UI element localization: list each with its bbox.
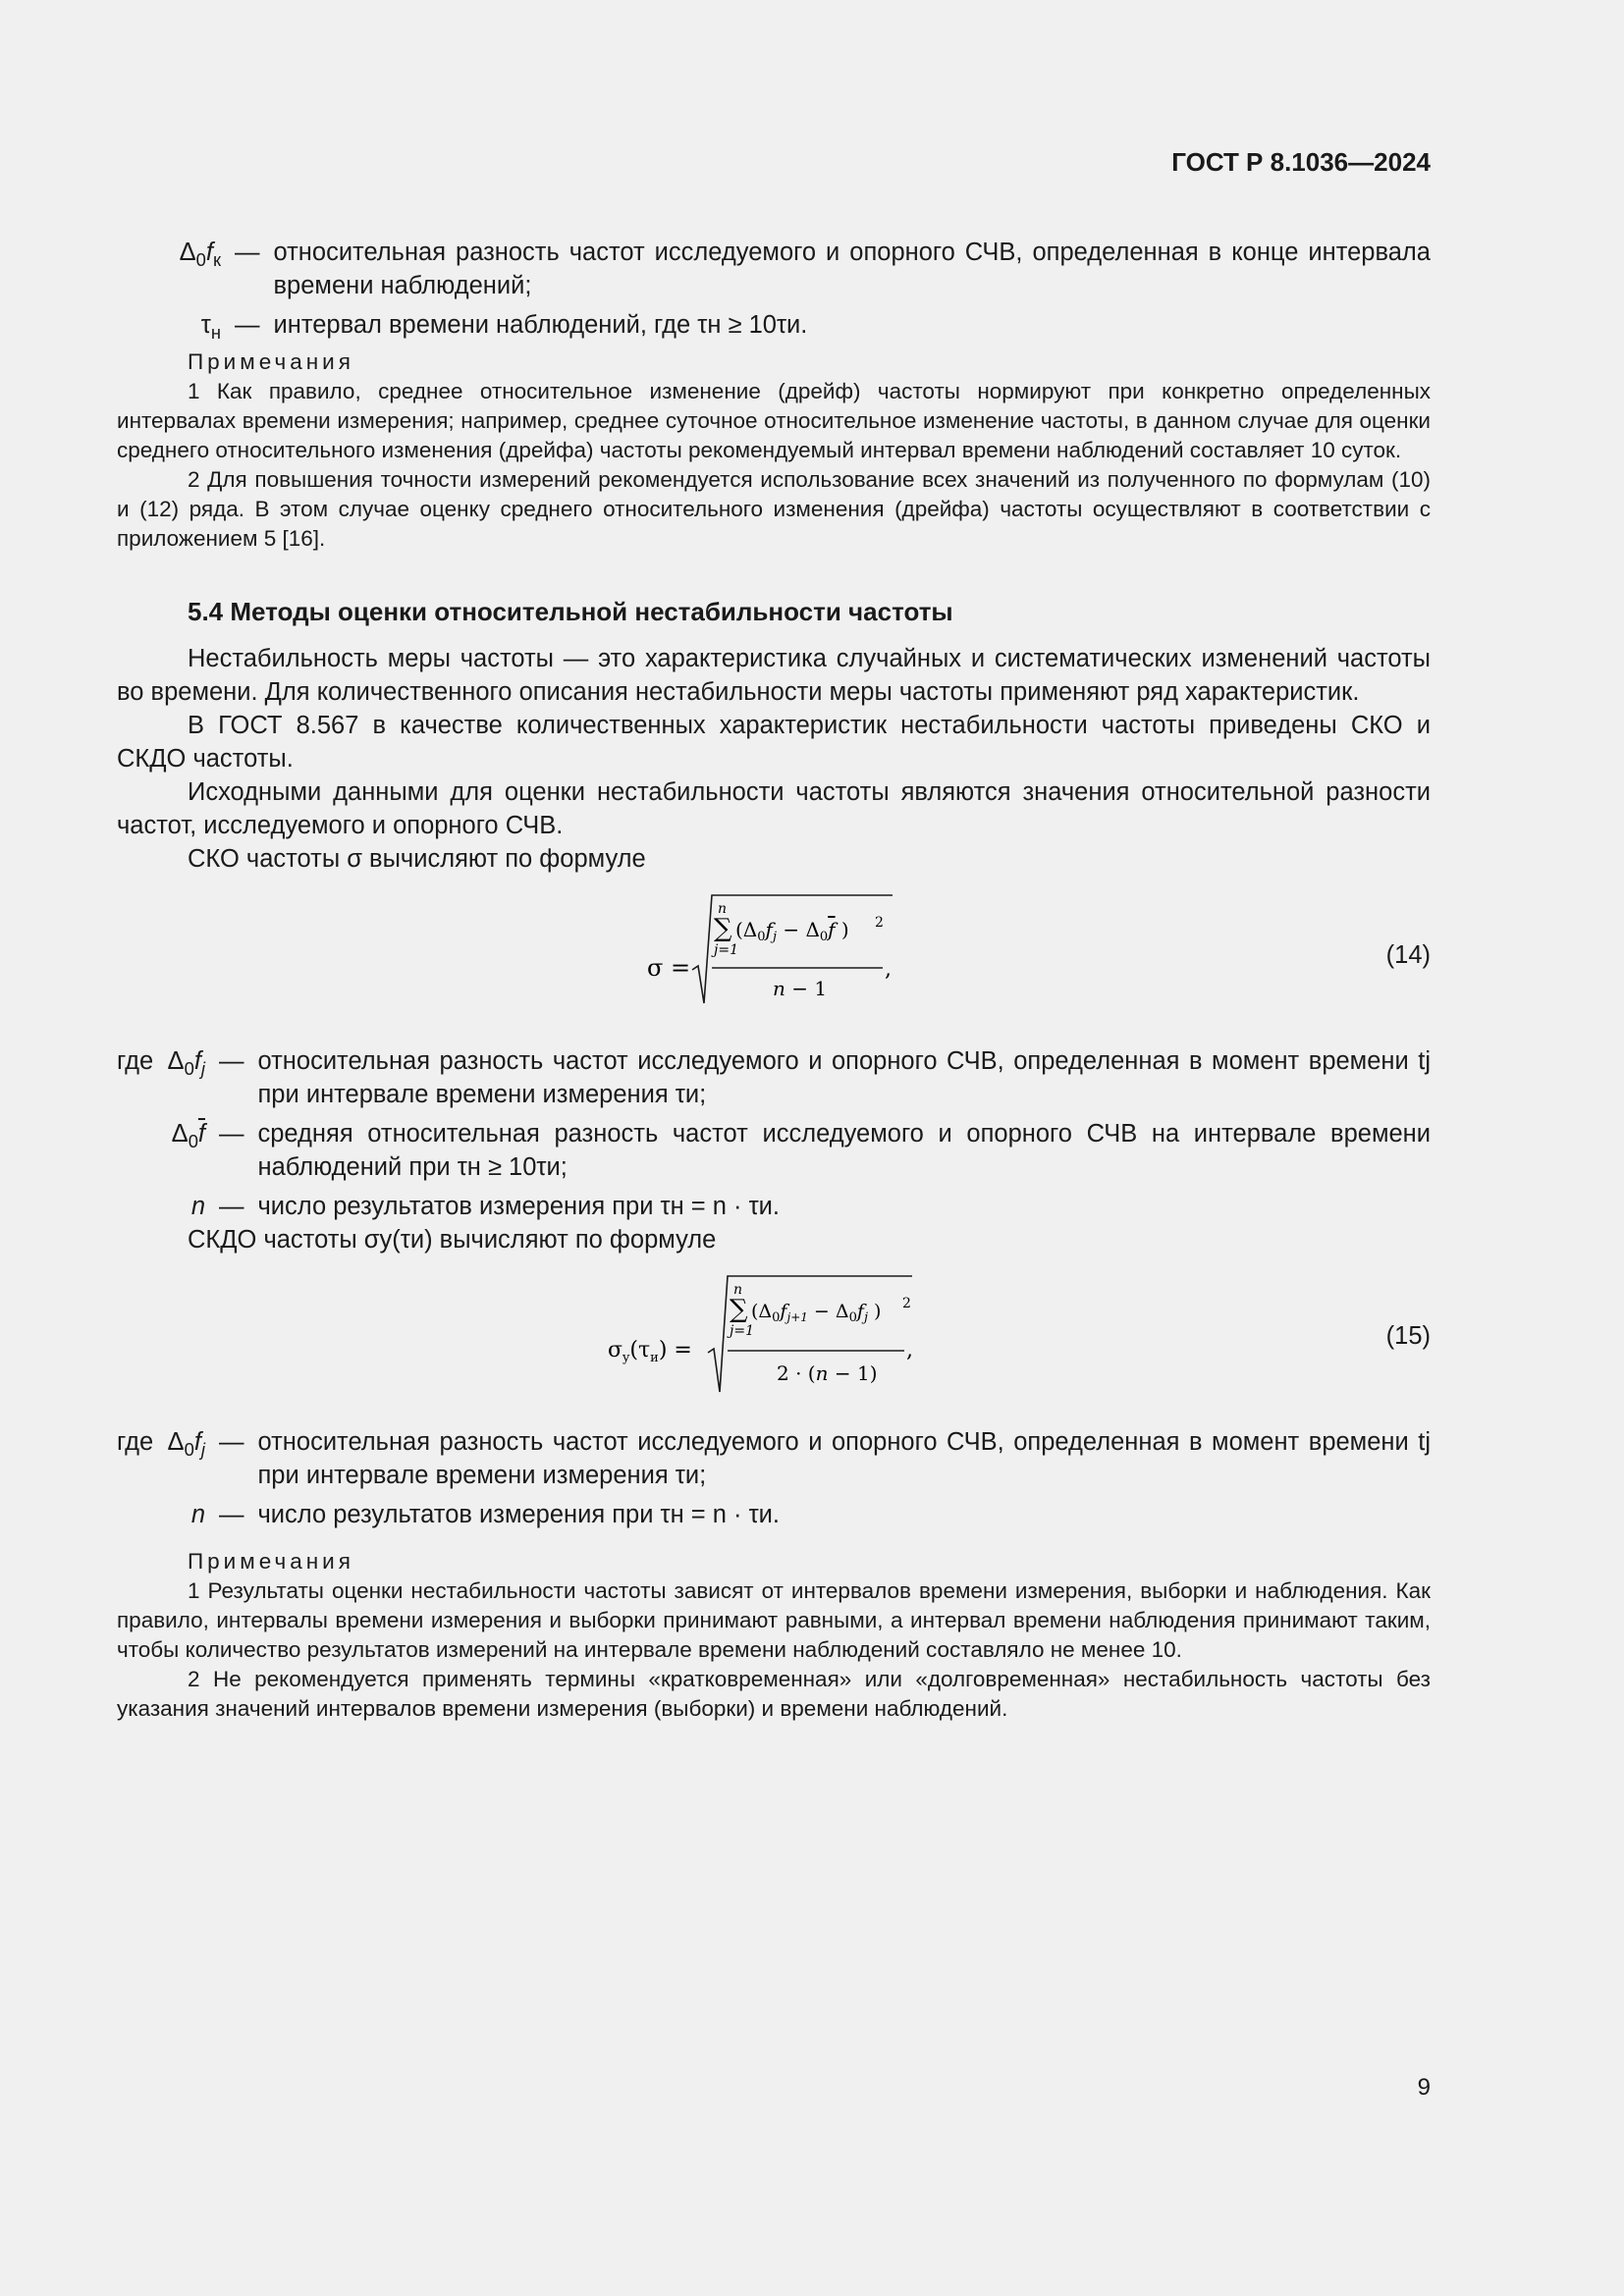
def-row	[176, 308, 1431, 342]
def-text: интервал времени наблюдений, где τн ≥ 10τи.	[273, 311, 808, 339]
def-where: где	[117, 1428, 154, 1456]
def-dash: —	[219, 1047, 244, 1075]
def-where: где	[117, 1047, 154, 1075]
paragraph: СКДО частоты σy(τи) вычисляют по формуле	[188, 1226, 717, 1254]
paragraph: СКО частоты σ вычисляют по формуле	[188, 845, 646, 873]
svg-text:,: ,	[906, 1338, 913, 1362]
svg-text:n: n	[733, 1282, 743, 1298]
def-term: $\Delta_0f_j$	[167, 1047, 205, 1079]
def-term: $\Delta_0f_j$	[167, 1428, 205, 1460]
svg-text:∑: ∑	[730, 1295, 748, 1324]
def-term: n	[190, 1501, 205, 1528]
def-text: число результатов измерения при τн = n · τи.	[257, 1193, 781, 1220]
svg-text:2 · (n − 1): 2 · (n − 1)	[777, 1362, 878, 1385]
def-term: $\Delta_0\overline{f}$	[171, 1120, 205, 1151]
def-term: n	[190, 1193, 205, 1220]
svg-text:(Δ0fj+1 − Δ0fj ): ($\Delta_0f_{j+1} - \Delta_0f_j$ )	[751, 1301, 882, 1325]
def-dash: —	[219, 1501, 244, 1528]
note-item: 1 Результаты оценки нестабильности частоты зависят от интервалов времени измерения, выборки и наблюдения. Как правило, интервалы времени измерения и выборки принимают равными, а интервал времени наблюдения принимают таким, чтобы количество результатов измерений на интервале времени наблюдений составляло не менее 10.	[117, 1578, 1431, 1662]
notes-title: Примечания	[188, 349, 354, 374]
section-title: 5.4 Методы оценки относительной нестабильности частоты	[188, 597, 953, 626]
note-item: 2 Для повышения точности измерений рекомендуется использование всех значений из полученного по формулам (10) и (12) ряда. В этом случае оценку среднего относительного изменения (дрейфа) частоты осуществляют в соответствии с приложением 5 [16].	[117, 467, 1431, 551]
svg-text:(Δ0fj − Δ0f ): ($\Delta_0f_j - \Delta_0f$ )	[735, 918, 849, 944]
formula-number: (15)	[1385, 1322, 1431, 1350]
defs-bot	[117, 1425, 1431, 1531]
svg-text:σ =: σ =	[647, 954, 691, 982]
formula-14	[117, 893, 1431, 1031]
notes-title: Примечания	[188, 1549, 354, 1574]
svg-text:n − 1: n − 1	[773, 977, 828, 1000]
def-dash: —	[235, 239, 260, 266]
def-text: относительная разность частот исследуемого и опорного СЧВ, определенная в момент времени tj при интервале времени измерения τи;	[257, 1047, 1431, 1108]
paragraph: Исходными данными для оценки нестабильности частоты являются значения относительной разности частот, исследуемого и опорного СЧВ.	[117, 778, 1431, 839]
def-row	[117, 1190, 1431, 1223]
def-row	[117, 1044, 1431, 1111]
paragraph: В ГОСТ 8.567 в качестве количественных характеристик нестабильности частоты приведены СКО и СКДО частоты.	[117, 712, 1431, 773]
def-dash: —	[219, 1428, 244, 1456]
svg-text:2: 2	[902, 1296, 911, 1311]
svg-text:n: n	[718, 901, 728, 917]
def-text: относительная разность частот исследуемого и опорного СЧВ, определенная в момент времени tj при интервале времени измерения τи;	[257, 1428, 1431, 1489]
def-text: относительная разность частот исследуемого и опорного СЧВ, определенная в конце интервала времени наблюдений;	[273, 239, 1431, 299]
svg-text:2: 2	[875, 915, 884, 931]
def-text: средняя относительная разность частот исследуемого и опорного СЧВ на интервале времени наблюдений при τн ≥ 10τи;	[257, 1120, 1431, 1181]
note-item: 2 Не рекомендуется применять термины «кратковременная» или «долговременная» нестабильность частоты без указания значений интервалов времени измерения (выборки) и времени наблюдений.	[117, 1667, 1431, 1721]
formula-14-graphic	[647, 893, 902, 1021]
page-number: 9	[1417, 2074, 1431, 2101]
defs-mid	[117, 1044, 1431, 1223]
formula-number: (14)	[1385, 941, 1431, 969]
document-header: ГОСТ Р 8.1036—2024	[1171, 147, 1431, 177]
def-row	[176, 236, 1431, 302]
note-item: 1 Как правило, среднее относительное изменение (дрейф) частоты нормируют при конкретно определенных интервалах времени измерения; например, среднее суточное относительное изменение частоты, в данном случае для оценки среднего относительного изменения (дрейфа) частоты рекомендуемый интервал времени наблюдений составляет 10 суток.	[117, 379, 1431, 462]
def-term: $\tau_н$	[200, 311, 221, 343]
formula-15-graphic	[608, 1274, 961, 1402]
def-row	[117, 1425, 1431, 1492]
formula-15	[117, 1274, 1431, 1412]
svg-text:σy(τи) =: $\sigma_y(\tau_и)$ =	[608, 1338, 692, 1365]
def-text: число результатов измерения при τн = n · τи.	[257, 1501, 781, 1528]
page-content	[117, 236, 1431, 1724]
def-dash: —	[219, 1193, 244, 1220]
svg-text:∑: ∑	[714, 914, 732, 943]
def-dash: —	[219, 1120, 244, 1148]
def-row	[117, 1117, 1431, 1184]
svg-text:j=1: j=1	[714, 942, 738, 958]
def-term: $\Delta_0f_к$	[179, 239, 221, 270]
def-row	[117, 1498, 1431, 1531]
svg-text:,: ,	[885, 957, 892, 982]
svg-text:j=1: j=1	[730, 1323, 754, 1339]
paragraph: Нестабильность меры частоты — это характеристика случайных и систематических изменений частоты во времени. Для количественного описания нестабильности меры частоты применяют ряд характеристик.	[117, 645, 1431, 706]
defs-top	[117, 236, 1431, 342]
def-dash: —	[235, 311, 260, 339]
